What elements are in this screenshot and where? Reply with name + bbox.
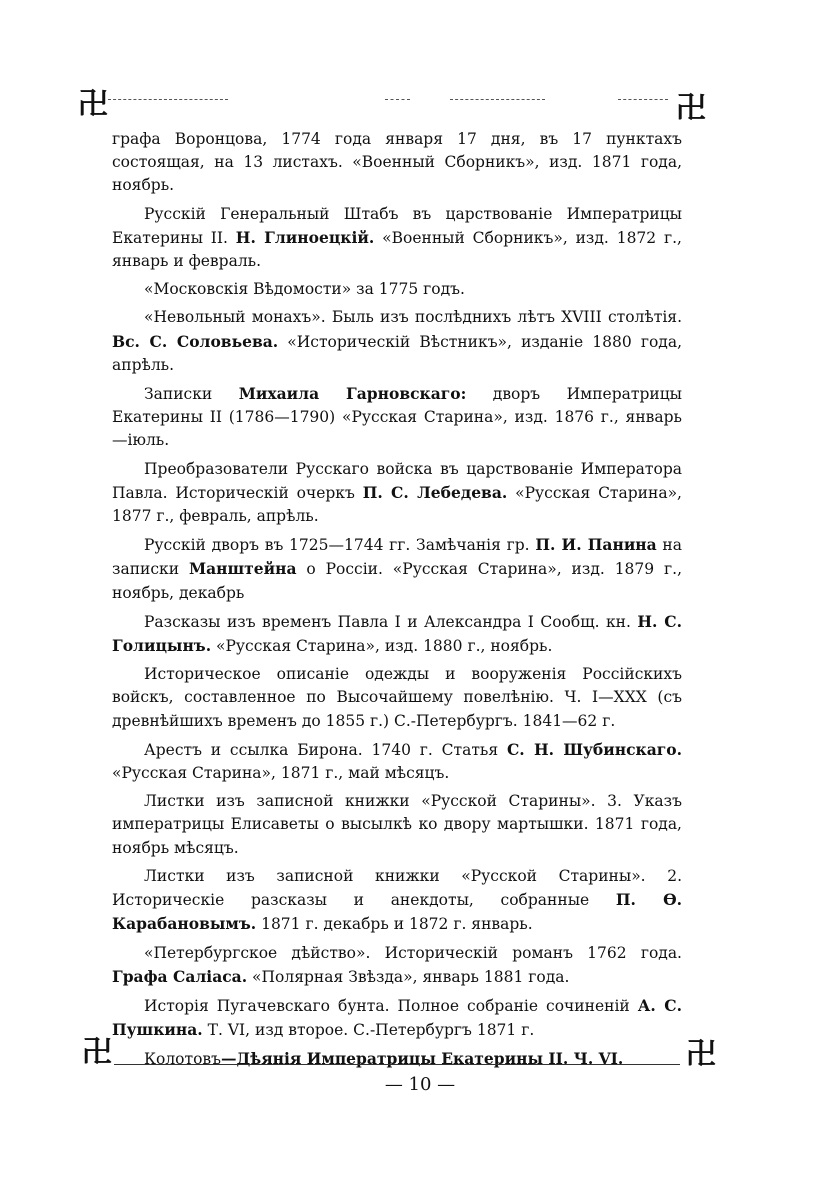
author-name: Вс. С. Соловьева.	[112, 331, 279, 351]
bibliography-entry	[112, 790, 682, 860]
entry-text: «Полярная Звѣзда», январь 1881 года.	[247, 967, 570, 986]
page-number: — 10 —	[384, 1074, 456, 1095]
bibliography-entry	[112, 458, 682, 529]
entry-text: на записки	[112, 536, 682, 579]
entry-text: Листки изъ записной книжки «Русской Старины». 3. Указъ императрицы Елисаветы о высылкѣ ко двору мартышки. 1871 года, ноябрь мѣсяцъ.	[112, 792, 682, 857]
entry-text: Арестъ и ссылка Бирона. 1740 г. Статья	[144, 740, 507, 759]
bibliography-entry	[112, 382, 682, 453]
entry-text: Историческое описаніе одежды и вооруженія Россійскихъ войскъ, составленное по Высочайшему повелѣнію. Ч. I—XXX (съ древнѣйшихъ временъ до 1855 г.) С.-Петербургъ. 1841—62 г.	[112, 665, 682, 730]
bibliography-entry	[112, 663, 682, 733]
author-name: С. Н. Шубинскаго.	[506, 739, 682, 759]
bottom-rule	[114, 1064, 680, 1065]
bibliography-entry	[112, 865, 682, 937]
entry-text: «Московскія Вѣдомости» за 1775 годъ.	[144, 280, 465, 299]
bibliography-entry	[112, 203, 682, 274]
entry-text: Преобразователи Русскаго войска въ царствованіе Императора Павла. Историческій очеркъ	[112, 459, 682, 502]
entry-text: Русскій дворъ въ 1725—1744 гг. Замѣчанія гр.	[144, 536, 536, 555]
author-name: Н. Глиноецкій.	[235, 227, 375, 247]
author-name: Манштейна	[188, 559, 297, 579]
bottom-right-ornament-icon: 卍	[686, 1037, 716, 1072]
top-rule-mid-a	[385, 99, 410, 100]
bibliography-entry	[112, 128, 682, 198]
bibliography-entry	[112, 533, 682, 605]
author-name: А. С. Пушкина.	[112, 995, 682, 1040]
bibliography-entry	[112, 738, 682, 785]
bibliography-entry	[112, 278, 682, 301]
top-right-ornament-icon: 卍	[676, 91, 706, 126]
entry-text: Разсказы изъ временъ Павла I и Александра I Сообщ. кн.	[144, 612, 638, 631]
bibliography-list	[112, 128, 682, 1077]
entry-text: «Русская Старина», 1871 г., май мѣсяцъ.	[112, 764, 450, 783]
author-name: —Дѣянія Императрицы Екатерины II. Ч. VI.	[221, 1049, 624, 1069]
top-left-ornament-icon: 卍	[78, 87, 108, 122]
entry-text: 1871 г. декабрь и 1872 г. январь.	[256, 915, 533, 934]
bibliography-entry	[112, 942, 682, 989]
top-rule-right	[618, 99, 668, 100]
bibliography-entry	[112, 610, 682, 658]
entry-text: Колотовъ	[144, 1050, 222, 1069]
entry-text: «Русская Старина», изд. 1880 г., ноябрь.	[211, 637, 553, 656]
entry-text: дворъ Императрицы Екатерины II (1786—1790) «Русская Старина», изд. 1876 г., январь—іюль.	[112, 385, 682, 450]
entry-text: Записки	[144, 385, 239, 404]
author-name: П. С. Лебедева.	[362, 482, 508, 502]
top-rule-left	[108, 99, 228, 100]
author-name: П. И. Панина	[535, 535, 657, 555]
entry-text: «Историческій Вѣстникъ», изданіе 1880 года, апрѣль.	[112, 332, 682, 374]
author-name: Михаила Гарновскаго:	[238, 384, 467, 404]
entry-text: Русскій Генеральный Штабъ въ царствованіе Императрицы Екатерины II.	[112, 204, 682, 247]
bibliography-entry	[112, 994, 682, 1042]
entry-text: о Россіи. «Русская Старина», изд. 1879 г., ноябрь, декабрь	[112, 560, 682, 602]
author-name: П. Ѳ. Карабановымъ.	[112, 890, 682, 934]
author-name: Н. С. Голицынъ.	[112, 611, 683, 656]
entry-text: Т. VI, изд второе. С.-Петербургъ 1871 г.	[202, 1021, 535, 1040]
bibliography-entry	[112, 306, 682, 377]
entry-text: графа Воронцова, 1774 года января 17 дня, въ 17 пунктахъ состоящая, на 13 листахъ. «Военный Сборникъ», изд. 1871 года, ноябрь.	[112, 130, 682, 195]
entry-text: Листки изъ записной книжки «Русской Старины». 2. Историческіе разсказы и анекдоты, собранные	[112, 866, 682, 910]
entry-text: «Русская Старина», 1877 г., февраль, апрѣль.	[112, 483, 682, 526]
top-rule-mid-b	[450, 99, 545, 100]
entry-text: «Невольный монахъ». Быль изъ послѣднихъ лѣтъ XVIII столѣтія.	[144, 308, 682, 327]
author-name: Графа Саліаса.	[112, 966, 248, 986]
entry-text: Исторія Пугачевскаго бунта. Полное собраніе сочиненій	[144, 996, 638, 1015]
entry-text: «Петербургское дѣйство». Историческій романъ 1762 года.	[144, 943, 682, 962]
bibliography-entry	[112, 1047, 682, 1071]
bottom-left-ornament-icon: 卍	[82, 1035, 112, 1070]
entry-text: «Военный Сборникъ», изд. 1872 г., январь и февраль.	[112, 228, 682, 271]
